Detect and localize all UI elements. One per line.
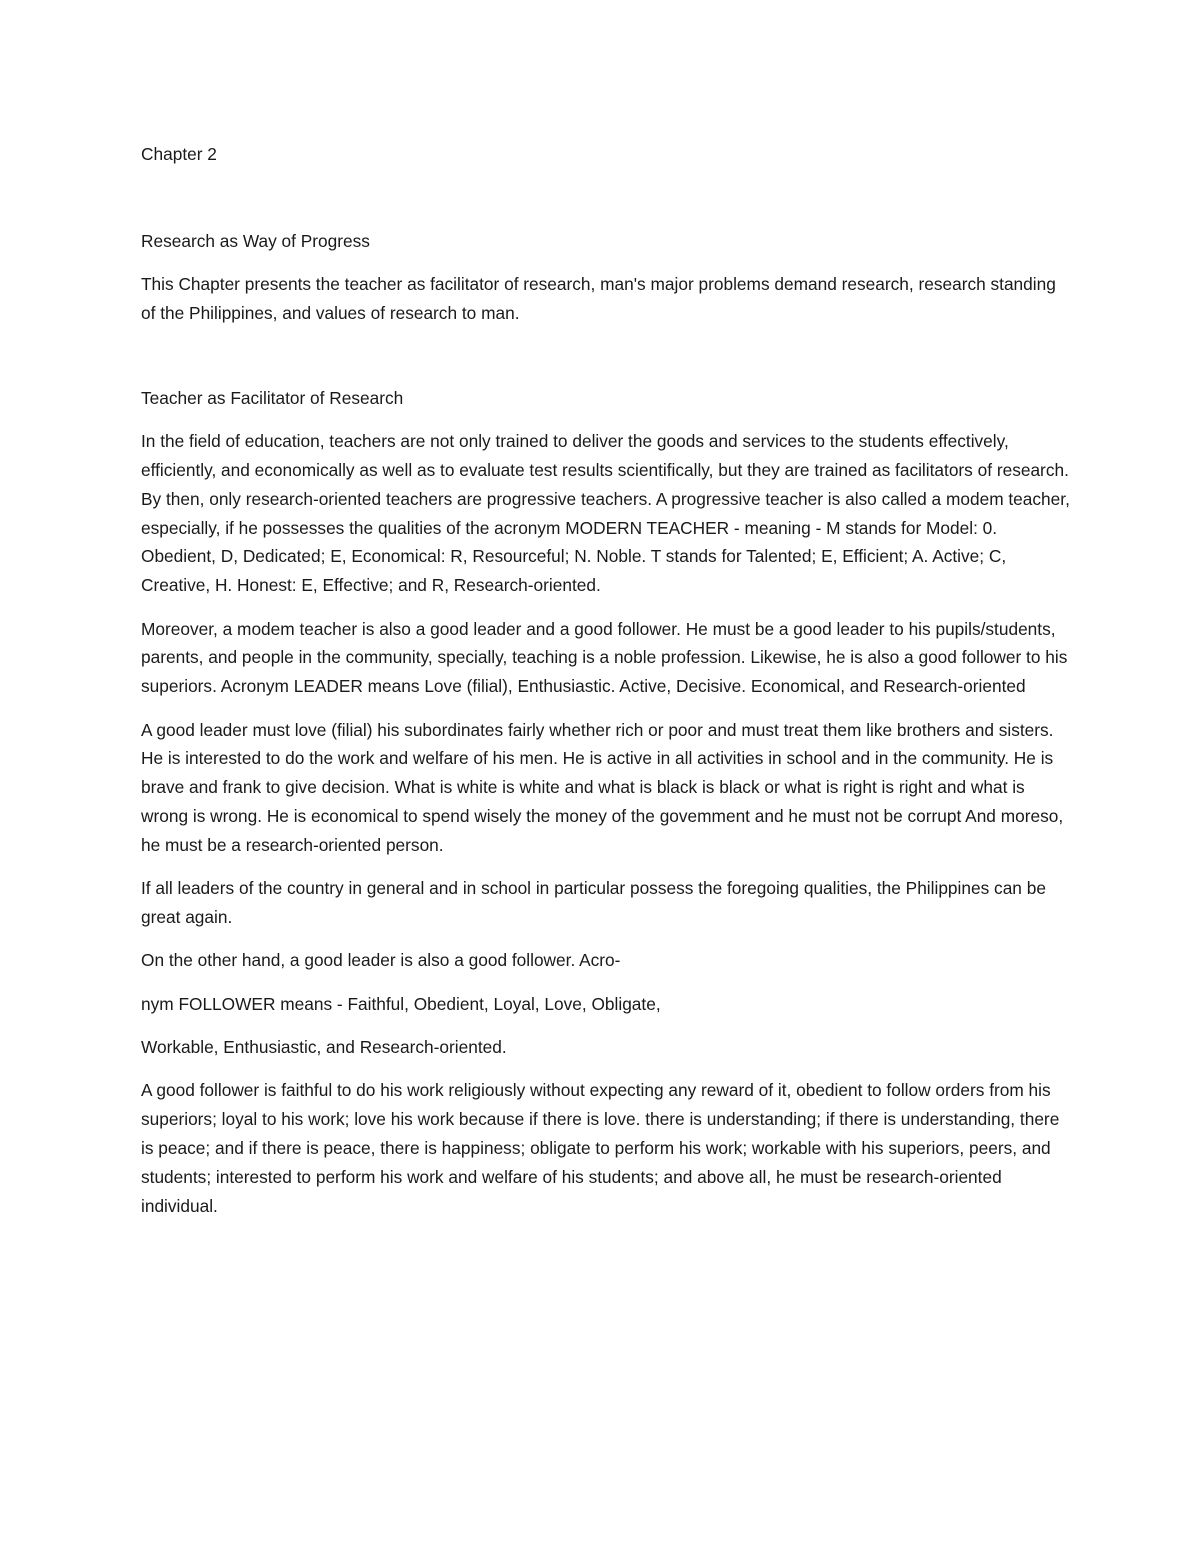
chapter-title: Research as Way of Progress <box>141 230 370 251</box>
paragraph: A good leader must love (filial) his subordinates fairly whether rich or poor and must treat them like brothers and sisters. He is interested to do the work and welfare of his men. He is active in all activities in school and in the community. He is brave and frank to give decision. What is white is white and what is black is black or what is right is right and what is wrong is wrong. He is economical to spend wisely the money of the govemment and he must not be corrupt And moreso, he must be a research-oriented person. <box>141 719 1064 855</box>
document-body <box>141 140 1071 1235</box>
paragraph: nym FOLLOWER means - Faithful, Obedient, Loyal, Love, Obligate, <box>141 993 661 1014</box>
chapter-intro: This Chapter presents the teacher as facilitator of research, man's major problems demand research, research standing of the Philippines, and values of research to man. <box>141 274 1056 323</box>
section-heading: Teacher as Facilitator of Research <box>141 387 404 408</box>
paragraph: On the other hand, a good leader is also a good follower. Acro- <box>141 950 621 971</box>
paragraph: A good follower is faithful to do his work religiously without expecting any reward of it, obedient to follow orders from his superiors; loyal to his work; love his work because if there is love. there is understanding; if there is understanding, there is peace; and if there is peace, there is happiness; obligate to perform his work; workable with his superiors, peers, and students; interested to perform his work and welfare of his students; and above all, he must be research-oriented individual. <box>141 1080 1060 1216</box>
paragraph: Workable, Enthusiastic, and Research-oriented. <box>141 1037 507 1058</box>
paragraph: Moreover, a modem teacher is also a good leader and a good follower. He must be a good leader to his pupils/students, parents, and people in the community, specially, teaching is a noble profession. Likewise, he is also a good follower to his superiors. Acronym LEADER means Love (filial), Enthusiastic. Active, Decisive. Economical, and Research-oriented <box>141 618 1068 697</box>
paragraph: If all leaders of the country in general and in school in particular possess the foregoing qualities, the Philippines can be great again. <box>141 878 1046 927</box>
chapter-label: Chapter 2 <box>141 144 217 164</box>
paragraph: In the field of education, teachers are not only trained to deliver the goods and services to the students effectively, efficiently, and economically as well as to evaluate test results scientifically, but they are trained as facilitators of research. By then, only research-oriented teachers are progressive teachers. A progressive teacher is also called a modem teacher, especially, if he possesses the qualities of the acronym MODERN TEACHER - meaning - M stands for Model: 0. Obedient, D, Dedicated; E, Economical: R, Resourceful; N. Noble. T stands for Talented; E, Efficient; A. Active; C, Creative, H. Honest: E, Effective; and R, Research-oriented. <box>141 431 1070 596</box>
